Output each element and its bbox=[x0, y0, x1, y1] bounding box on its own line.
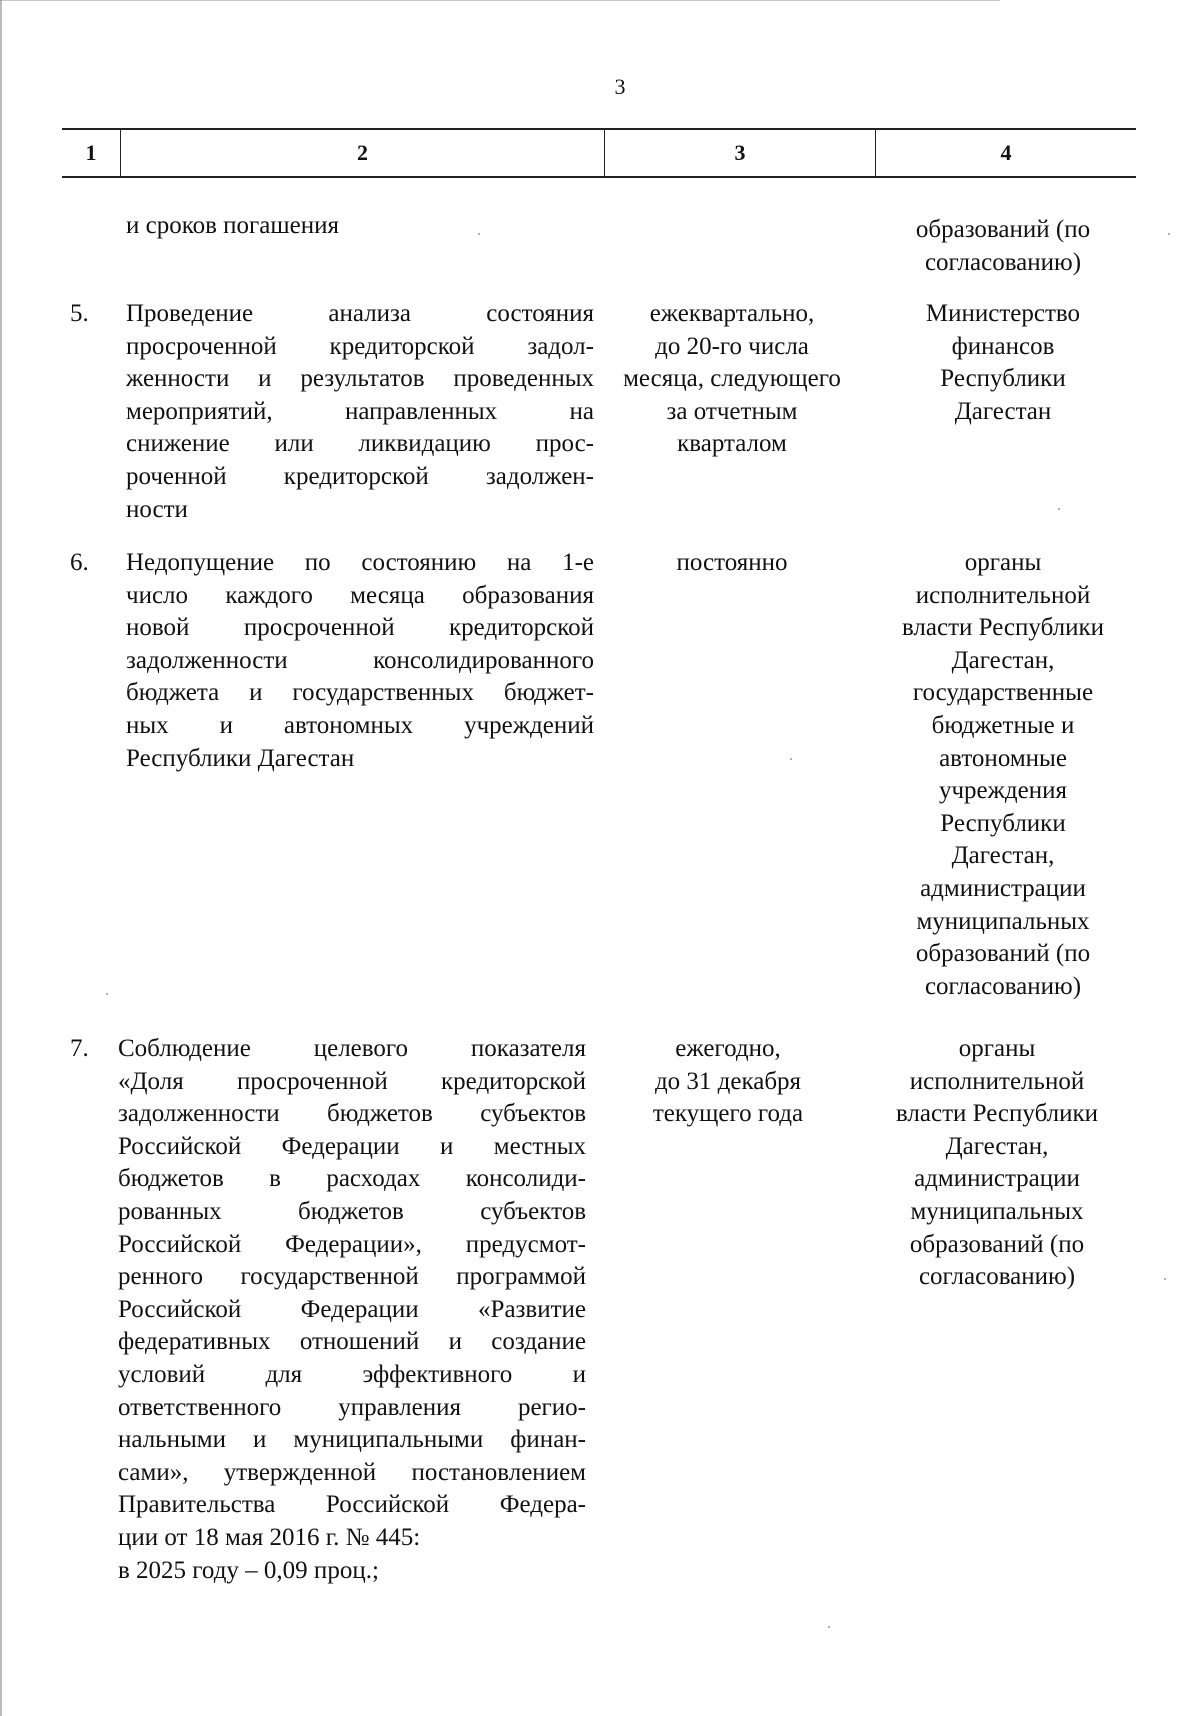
row-term: постоянно bbox=[676, 549, 788, 576]
row-task: Недопущение по состоянию на 1-е число каждого месяца образования новой просроченной кредиторской задолженности консолидированного бюджета и государственных бюджет- ных и автономных учреждений Республики Дагестан bbox=[126, 549, 594, 772]
continuation-task: и сроков погашения bbox=[126, 212, 339, 239]
row-responsible: органы исполнительной власти Республики Дагестан, государственные бюджетные и автономные учреждения Республики Дагестан, администрации муниципальных образований (по согласованию) bbox=[901, 549, 1105, 1000]
header-col-4: 4 bbox=[1000, 140, 1012, 165]
row-number: 5. bbox=[70, 300, 89, 327]
scan-edge-left bbox=[0, 0, 2, 1716]
scan-speck bbox=[790, 758, 792, 760]
row-term: ежеквартально, до 20-го числа месяца, следующего за отчетным кварталом bbox=[623, 300, 841, 458]
row-task: Проведение анализа состояния просроченной кредиторской задол- женности и результатов проведенных мероприятий, направленных на снижение или ликвидацию прос- роченной кредиторской задолжен- ности bbox=[126, 300, 594, 523]
scan-speck bbox=[1168, 233, 1170, 235]
scan-speck bbox=[106, 993, 108, 995]
row-term: ежегодно, до 31 декабря текущего года bbox=[652, 1035, 804, 1128]
header-col-1: 1 bbox=[62, 130, 121, 176]
continuation-responsible: образований (по согласованию) bbox=[915, 216, 1091, 276]
scan-speck bbox=[1164, 1278, 1166, 1280]
scan-speck bbox=[478, 233, 480, 235]
scan-speck bbox=[1058, 508, 1060, 510]
row-responsible: органы исполнительной власти Республики Дагестан, администрации муниципальных образований (по согласованию) bbox=[895, 1035, 1099, 1291]
header-col-2: 2 bbox=[121, 130, 605, 176]
row-responsible: Министерство финансов Республики Дагестан bbox=[925, 300, 1081, 425]
row-number: 7. bbox=[70, 1035, 89, 1062]
page-number: 3 bbox=[614, 74, 626, 99]
header-col-3: 3 bbox=[605, 130, 876, 176]
row-task: Соблюдение целевого показателя «Доля просроченной кредиторской задолженности бюджетов субъектов Российской Федерации и местных бюджетов в расходах консолиди- рованных бюджетов субъектов Российской Федерации», предусмот- ренного государственной программой Российской Федерации «Развитие федеративных отношений и создание условий для эффективного и ответственного управления регио- нальными и муниципальными финан- сами», утвержденной постановлением Правительства Российской Федера- ции от 18 мая 2016 г. № 445: в 2025 году – 0,09 проц.; bbox=[118, 1035, 586, 1584]
row-number: 6. bbox=[70, 549, 89, 576]
scan-edge-top bbox=[0, 0, 1000, 1]
scan-speck bbox=[828, 1626, 830, 1628]
table-header bbox=[62, 128, 1136, 178]
